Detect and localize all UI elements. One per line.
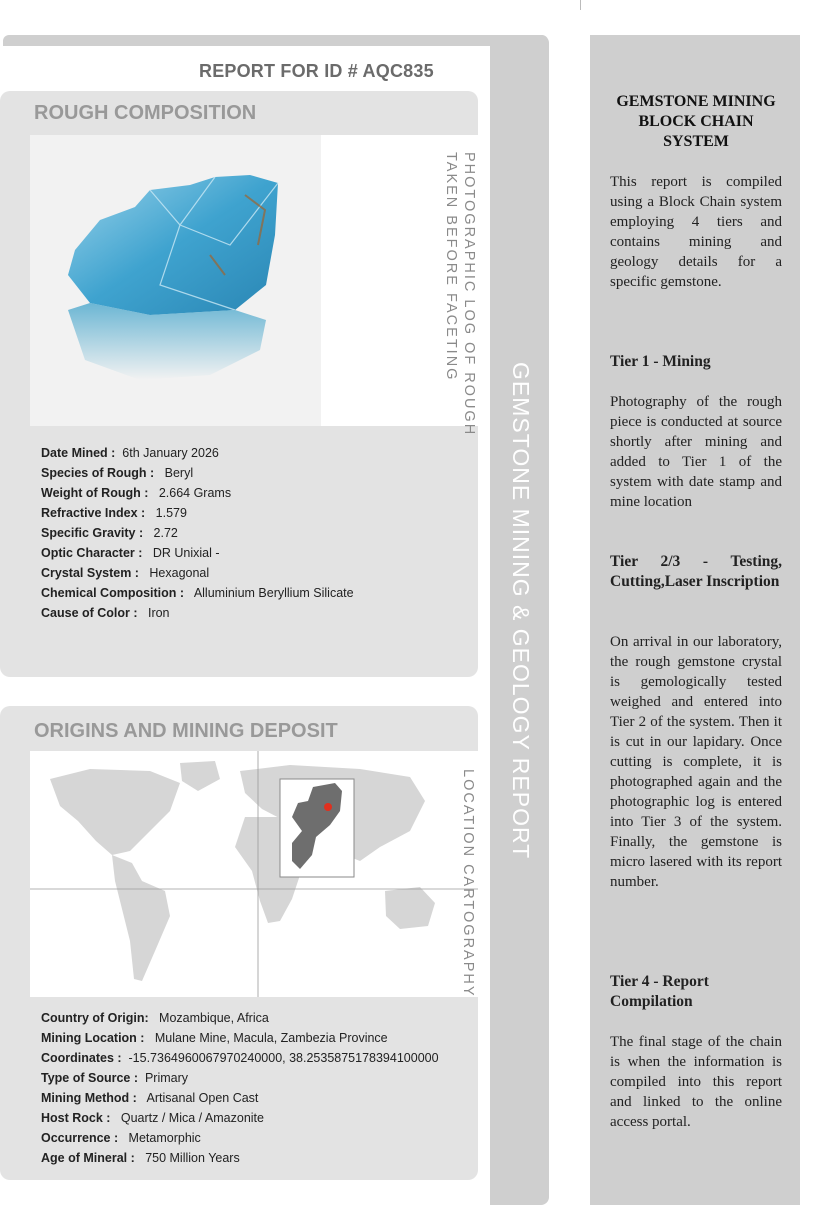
field-specific-gravity bbox=[41, 523, 354, 543]
tier4-text: The final stage of the chain is when the information is compiled into this report and linked to the online access portal. bbox=[610, 1034, 782, 1130]
field-label: Chemical Composition : bbox=[41, 586, 185, 600]
field-label: Specific Gravity : bbox=[41, 526, 144, 540]
tier23-title: Tier 2/3 - Testing, Cutting,Laser Inscription bbox=[610, 553, 782, 590]
field-label: Species of Rough : bbox=[41, 466, 155, 480]
sidebar-intro: This report is compiled using a Block Chain system employing 4 tiers and contains mining and geology details for a specific gemstone. bbox=[610, 174, 782, 290]
field-optic-character bbox=[41, 543, 354, 563]
field-label: Host Rock : bbox=[41, 1111, 111, 1125]
field-value: 1.579 bbox=[155, 506, 187, 520]
field-date-mined bbox=[41, 443, 354, 463]
field-value: Artisanal Open Cast bbox=[146, 1091, 259, 1105]
vertical-report-title: GEMSTONE MINING & GEOLOGY REPORT bbox=[508, 362, 534, 860]
field-value: Beryl bbox=[164, 466, 194, 480]
sidebar-heading: GEMSTONE MINING BLOCK CHAIN SYSTEM bbox=[616, 93, 776, 150]
gem-image bbox=[30, 135, 321, 426]
field-age-of-mineral bbox=[41, 1148, 439, 1168]
field-value: 2.72 bbox=[153, 526, 178, 540]
field-label: Coordinates : bbox=[41, 1051, 122, 1065]
field-country bbox=[41, 1008, 439, 1028]
field-label: Age of Mineral : bbox=[41, 1151, 135, 1165]
field-value: -15.7364960067970240000, 38.2535875178394100000 bbox=[128, 1051, 439, 1065]
field-value: Alluminium Beryllium Silicate bbox=[193, 586, 354, 600]
map-caption: LOCATION CARTOGRAPHY bbox=[460, 769, 476, 998]
field-label: Occurrence : bbox=[41, 1131, 119, 1145]
field-value: DR Unixial - bbox=[152, 546, 220, 560]
field-value: Quartz / Mica / Amazonite bbox=[120, 1111, 264, 1125]
field-mining-method bbox=[41, 1088, 439, 1108]
field-value: 2.664 Grams bbox=[158, 486, 232, 500]
rough-gem-photo bbox=[30, 135, 321, 426]
field-label: Date Mined : bbox=[41, 446, 116, 460]
field-chemical-composition bbox=[41, 583, 354, 603]
field-mining-location bbox=[41, 1028, 439, 1048]
photo-caption-line-2: TAKEN BEFORE FACETING bbox=[443, 152, 459, 382]
field-value: Iron bbox=[147, 606, 170, 620]
photo-caption bbox=[442, 152, 478, 436]
field-crystal-system bbox=[41, 563, 354, 583]
field-refractive-index bbox=[41, 503, 354, 523]
tier1-title: Tier 1 - Mining bbox=[610, 353, 711, 370]
origins-title: ORIGINS AND MINING DEPOSIT bbox=[34, 720, 338, 742]
field-value: Mozambique, Africa bbox=[159, 1011, 269, 1025]
top-divider bbox=[580, 0, 581, 10]
photo-caption-line-1: PHOTOGRAPHIC LOG OF ROUGH bbox=[461, 152, 477, 437]
field-occurrence bbox=[41, 1128, 439, 1148]
field-label: Type of Source : bbox=[41, 1071, 139, 1085]
tier4-title: Tier 4 - Report Compilation bbox=[610, 973, 709, 1010]
field-weight bbox=[41, 483, 354, 503]
rough-fields bbox=[41, 443, 354, 623]
field-species bbox=[41, 463, 354, 483]
field-coordinates bbox=[41, 1048, 439, 1068]
field-label: Cause of Color : bbox=[41, 606, 138, 620]
field-label: Crystal System : bbox=[41, 566, 139, 580]
field-value: Mulane Mine, Macula, Zambezia Province bbox=[154, 1031, 388, 1045]
field-host-rock bbox=[41, 1108, 439, 1128]
field-label: Country of Origin: bbox=[41, 1011, 149, 1025]
field-cause-of-color bbox=[41, 603, 354, 623]
field-value: 750 Million Years bbox=[145, 1151, 240, 1165]
field-label: Optic Character : bbox=[41, 546, 143, 560]
field-value: Hexagonal bbox=[149, 566, 210, 580]
tier23-text: On arrival in our laboratory, the rough gemstone crystal is gemologically tested weighed and entered into Tier 2 of the system. Then it is cut in our lapidary. Once cutting is complete, it is photographed again and the photographic log is entered into Tier 3 of the system. Finally, the gemstone is micro lasered with its report number. bbox=[610, 634, 782, 890]
report-id: REPORT FOR ID # AQC835 bbox=[199, 61, 434, 81]
location-marker bbox=[324, 803, 332, 811]
field-type-of-source bbox=[41, 1068, 439, 1088]
field-label: Mining Location : bbox=[41, 1031, 145, 1045]
field-label: Weight of Rough : bbox=[41, 486, 149, 500]
field-label: Mining Method : bbox=[41, 1091, 137, 1105]
rough-composition-title: ROUGH COMPOSITION bbox=[34, 102, 257, 124]
field-value: Metamorphic bbox=[128, 1131, 201, 1145]
world-map bbox=[30, 751, 478, 997]
world-map-graphic bbox=[30, 751, 478, 997]
field-label: Refractive Index : bbox=[41, 506, 146, 520]
field-value: Primary bbox=[144, 1071, 189, 1085]
tier1-text: Photography of the rough piece is conducted at source shortly after mining and added to Tier 1 of the system with date stamp and mine location bbox=[610, 394, 782, 510]
field-value: 6th January 2026 bbox=[122, 446, 219, 460]
top-bar bbox=[3, 35, 548, 46]
origin-fields bbox=[41, 1008, 439, 1168]
